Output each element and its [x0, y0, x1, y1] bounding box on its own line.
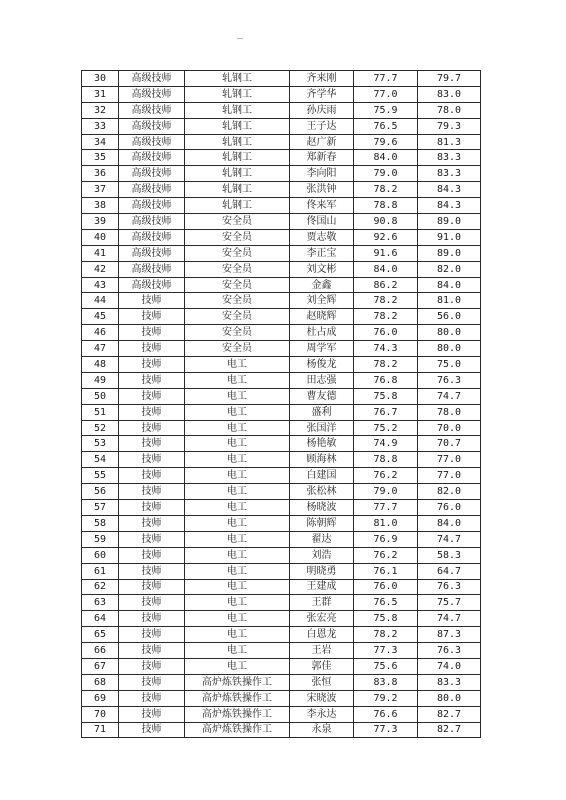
row-number-cell: 46	[82, 325, 119, 341]
table-row	[82, 372, 481, 388]
score-b-cell: 82.7	[418, 706, 481, 722]
score-b-cell: 74.7	[418, 531, 481, 547]
row-number-cell: 32	[82, 102, 119, 118]
table-row	[82, 71, 481, 87]
table-row	[82, 341, 481, 357]
job-type-cell: 安全员	[185, 277, 290, 293]
page-mark	[237, 38, 243, 39]
score-a-cell: 76.9	[354, 531, 418, 547]
skill-level-cell: 高级技师	[119, 150, 185, 166]
candidate-name-cell: 王建成	[290, 579, 354, 595]
skill-level-cell: 技师	[119, 372, 185, 388]
score-a-cell: 78.8	[354, 452, 418, 468]
job-type-cell: 高炉炼铁操作工	[185, 706, 290, 722]
row-number-cell: 48	[82, 357, 119, 373]
skill-level-cell: 技师	[119, 563, 185, 579]
skill-level-cell: 高级技师	[119, 277, 185, 293]
candidate-name-cell: 齐来刚	[290, 71, 354, 87]
row-number-cell: 53	[82, 436, 119, 452]
table-row	[82, 627, 481, 643]
score-table	[81, 70, 481, 738]
skill-level-cell: 高级技师	[119, 86, 185, 102]
score-a-cell: 81.0	[354, 515, 418, 531]
job-type-cell: 安全员	[185, 245, 290, 261]
row-number-cell: 66	[82, 643, 119, 659]
table-row	[82, 309, 481, 325]
score-a-cell: 84.0	[354, 261, 418, 277]
skill-level-cell: 技师	[119, 500, 185, 516]
table-row	[82, 595, 481, 611]
candidate-name-cell: 曹友德	[290, 388, 354, 404]
table-row	[82, 452, 481, 468]
job-type-cell: 安全员	[185, 325, 290, 341]
candidate-name-cell: 顾海林	[290, 452, 354, 468]
row-number-cell: 44	[82, 293, 119, 309]
score-a-cell: 76.0	[354, 579, 418, 595]
candidate-name-cell: 明晓勇	[290, 563, 354, 579]
score-b-cell: 87.3	[418, 627, 481, 643]
job-type-cell: 电工	[185, 452, 290, 468]
job-type-cell: 安全员	[185, 309, 290, 325]
candidate-name-cell: 佟来军	[290, 198, 354, 214]
table-row	[82, 579, 481, 595]
job-type-cell: 电工	[185, 643, 290, 659]
candidate-name-cell: 齐学华	[290, 86, 354, 102]
row-number-cell: 62	[82, 579, 119, 595]
score-b-cell: 76.3	[418, 579, 481, 595]
job-type-cell: 电工	[185, 658, 290, 674]
score-b-cell: 74.0	[418, 658, 481, 674]
score-b-cell: 79.3	[418, 118, 481, 134]
score-b-cell: 79.7	[418, 71, 481, 87]
skill-level-cell: 高级技师	[119, 182, 185, 198]
job-type-cell: 安全员	[185, 341, 290, 357]
score-b-cell: 89.0	[418, 214, 481, 230]
score-b-cell: 89.0	[418, 245, 481, 261]
table-row	[82, 484, 481, 500]
candidate-name-cell: 白恩龙	[290, 627, 354, 643]
job-type-cell: 安全员	[185, 293, 290, 309]
row-number-cell: 58	[82, 515, 119, 531]
row-number-cell: 38	[82, 198, 119, 214]
score-b-cell: 78.0	[418, 102, 481, 118]
job-type-cell: 电工	[185, 388, 290, 404]
score-a-cell: 78.2	[354, 293, 418, 309]
score-b-cell: 91.0	[418, 229, 481, 245]
table-row	[82, 86, 481, 102]
skill-level-cell: 技师	[119, 388, 185, 404]
skill-level-cell: 技师	[119, 579, 185, 595]
job-type-cell: 安全员	[185, 261, 290, 277]
job-type-cell: 电工	[185, 595, 290, 611]
skill-level-cell: 技师	[119, 531, 185, 547]
candidate-name-cell: 张松林	[290, 484, 354, 500]
candidate-name-cell: 张宏亮	[290, 611, 354, 627]
score-b-cell: 80.0	[418, 341, 481, 357]
skill-level-cell: 技师	[119, 706, 185, 722]
score-a-cell: 76.7	[354, 404, 418, 420]
score-a-cell: 76.8	[354, 372, 418, 388]
candidate-name-cell: 赵广新	[290, 134, 354, 150]
job-type-cell: 轧钢工	[185, 86, 290, 102]
score-a-cell: 78.2	[354, 357, 418, 373]
score-a-cell: 83.8	[354, 674, 418, 690]
score-a-cell: 78.2	[354, 309, 418, 325]
score-b-cell: 75.7	[418, 595, 481, 611]
score-table-body	[82, 71, 481, 738]
candidate-name-cell: 永泉	[290, 722, 354, 738]
job-type-cell: 电工	[185, 500, 290, 516]
score-a-cell: 77.7	[354, 71, 418, 87]
row-number-cell: 57	[82, 500, 119, 516]
score-b-cell: 83.3	[418, 674, 481, 690]
score-a-cell: 77.0	[354, 86, 418, 102]
candidate-name-cell: 郑新春	[290, 150, 354, 166]
table-row	[82, 166, 481, 182]
score-a-cell: 75.6	[354, 658, 418, 674]
score-b-cell: 70.0	[418, 420, 481, 436]
score-b-cell: 84.3	[418, 198, 481, 214]
skill-level-cell: 技师	[119, 325, 185, 341]
skill-level-cell: 技师	[119, 341, 185, 357]
score-b-cell: 78.0	[418, 404, 481, 420]
table-row	[82, 150, 481, 166]
candidate-name-cell: 盛利	[290, 404, 354, 420]
skill-level-cell: 技师	[119, 309, 185, 325]
candidate-name-cell: 赵晓辉	[290, 309, 354, 325]
score-b-cell: 82.0	[418, 261, 481, 277]
table-row	[82, 182, 481, 198]
score-b-cell: 83.0	[418, 86, 481, 102]
skill-level-cell: 技师	[119, 658, 185, 674]
score-a-cell: 76.5	[354, 118, 418, 134]
table-row	[82, 229, 481, 245]
candidate-name-cell: 杜占成	[290, 325, 354, 341]
job-type-cell: 轧钢工	[185, 71, 290, 87]
score-a-cell: 76.2	[354, 468, 418, 484]
score-a-cell: 76.2	[354, 547, 418, 563]
score-a-cell: 92.6	[354, 229, 418, 245]
score-a-cell: 76.1	[354, 563, 418, 579]
table-row	[82, 357, 481, 373]
score-b-cell: 76.0	[418, 500, 481, 516]
score-b-cell: 82.0	[418, 484, 481, 500]
row-number-cell: 33	[82, 118, 119, 134]
score-b-cell: 81.3	[418, 134, 481, 150]
row-number-cell: 52	[82, 420, 119, 436]
job-type-cell: 电工	[185, 372, 290, 388]
candidate-name-cell: 贾志敬	[290, 229, 354, 245]
table-row	[82, 134, 481, 150]
candidate-name-cell: 田志强	[290, 372, 354, 388]
skill-level-cell: 高级技师	[119, 118, 185, 134]
row-number-cell: 63	[82, 595, 119, 611]
candidate-name-cell: 王群	[290, 595, 354, 611]
table-row	[82, 420, 481, 436]
skill-level-cell: 技师	[119, 293, 185, 309]
score-b-cell: 84.0	[418, 277, 481, 293]
score-a-cell: 79.0	[354, 166, 418, 182]
score-a-cell: 78.2	[354, 627, 418, 643]
score-a-cell: 79.2	[354, 690, 418, 706]
row-number-cell: 54	[82, 452, 119, 468]
score-b-cell: 80.0	[418, 325, 481, 341]
table-row	[82, 198, 481, 214]
job-type-cell: 电工	[185, 579, 290, 595]
job-type-cell: 轧钢工	[185, 134, 290, 150]
candidate-name-cell: 刘浩	[290, 547, 354, 563]
job-type-cell: 高炉炼铁操作工	[185, 690, 290, 706]
skill-level-cell: 技师	[119, 722, 185, 738]
skill-level-cell: 高级技师	[119, 214, 185, 230]
row-number-cell: 60	[82, 547, 119, 563]
row-number-cell: 59	[82, 531, 119, 547]
job-type-cell: 电工	[185, 531, 290, 547]
skill-level-cell: 技师	[119, 690, 185, 706]
score-a-cell: 91.6	[354, 245, 418, 261]
candidate-name-cell: 张国洋	[290, 420, 354, 436]
score-b-cell: 84.0	[418, 515, 481, 531]
candidate-name-cell: 李正宝	[290, 245, 354, 261]
skill-level-cell: 技师	[119, 404, 185, 420]
candidate-name-cell: 金鑫	[290, 277, 354, 293]
table-row	[82, 658, 481, 674]
row-number-cell: 50	[82, 388, 119, 404]
table-row	[82, 293, 481, 309]
skill-level-cell: 技师	[119, 674, 185, 690]
table-row	[82, 468, 481, 484]
skill-level-cell: 高级技师	[119, 245, 185, 261]
row-number-cell: 35	[82, 150, 119, 166]
table-row	[82, 500, 481, 516]
table-row	[82, 706, 481, 722]
row-number-cell: 67	[82, 658, 119, 674]
table-row	[82, 547, 481, 563]
row-number-cell: 41	[82, 245, 119, 261]
score-b-cell: 77.0	[418, 468, 481, 484]
row-number-cell: 45	[82, 309, 119, 325]
score-a-cell: 76.6	[354, 706, 418, 722]
table-row	[82, 531, 481, 547]
score-a-cell: 74.9	[354, 436, 418, 452]
candidate-name-cell: 杨晓波	[290, 500, 354, 516]
score-b-cell: 82.7	[418, 722, 481, 738]
row-number-cell: 42	[82, 261, 119, 277]
candidate-name-cell: 杨俊龙	[290, 357, 354, 373]
job-type-cell: 轧钢工	[185, 166, 290, 182]
row-number-cell: 51	[82, 404, 119, 420]
score-a-cell: 75.9	[354, 102, 418, 118]
candidate-name-cell: 佟国山	[290, 214, 354, 230]
table-row	[82, 102, 481, 118]
job-type-cell: 轧钢工	[185, 198, 290, 214]
job-type-cell: 轧钢工	[185, 118, 290, 134]
skill-level-cell: 高级技师	[119, 229, 185, 245]
candidate-name-cell: 孙庆雨	[290, 102, 354, 118]
score-a-cell: 90.8	[354, 214, 418, 230]
skill-level-cell: 技师	[119, 484, 185, 500]
table-row	[82, 611, 481, 627]
candidate-name-cell: 王子达	[290, 118, 354, 134]
row-number-cell: 56	[82, 484, 119, 500]
row-number-cell: 68	[82, 674, 119, 690]
candidate-name-cell: 王岩	[290, 643, 354, 659]
skill-level-cell: 技师	[119, 643, 185, 659]
score-b-cell: 83.3	[418, 150, 481, 166]
candidate-name-cell: 杨艳敏	[290, 436, 354, 452]
row-number-cell: 69	[82, 690, 119, 706]
candidate-name-cell: 郭佳	[290, 658, 354, 674]
job-type-cell: 电工	[185, 420, 290, 436]
candidate-name-cell: 张洪钟	[290, 182, 354, 198]
score-a-cell: 77.3	[354, 722, 418, 738]
row-number-cell: 65	[82, 627, 119, 643]
row-number-cell: 64	[82, 611, 119, 627]
table-row	[82, 118, 481, 134]
table-row	[82, 404, 481, 420]
row-number-cell: 47	[82, 341, 119, 357]
job-type-cell: 电工	[185, 515, 290, 531]
table-row	[82, 722, 481, 738]
row-number-cell: 34	[82, 134, 119, 150]
score-a-cell: 74.3	[354, 341, 418, 357]
job-type-cell: 安全员	[185, 229, 290, 245]
score-b-cell: 74.7	[418, 388, 481, 404]
table-row	[82, 388, 481, 404]
row-number-cell: 40	[82, 229, 119, 245]
skill-level-cell: 高级技师	[119, 198, 185, 214]
score-a-cell: 77.7	[354, 500, 418, 516]
score-a-cell: 77.3	[354, 643, 418, 659]
job-type-cell: 高炉炼铁操作工	[185, 722, 290, 738]
score-a-cell: 75.2	[354, 420, 418, 436]
skill-level-cell: 技师	[119, 627, 185, 643]
score-a-cell: 79.0	[354, 484, 418, 500]
skill-level-cell: 高级技师	[119, 102, 185, 118]
table-row	[82, 515, 481, 531]
score-b-cell: 75.0	[418, 357, 481, 373]
score-a-cell: 78.2	[354, 182, 418, 198]
score-a-cell: 84.0	[354, 150, 418, 166]
job-type-cell: 高炉炼铁操作工	[185, 674, 290, 690]
table-row	[82, 325, 481, 341]
table-row	[82, 436, 481, 452]
candidate-name-cell: 陈朝辉	[290, 515, 354, 531]
skill-level-cell: 技师	[119, 468, 185, 484]
skill-level-cell: 技师	[119, 611, 185, 627]
skill-level-cell: 高级技师	[119, 166, 185, 182]
score-b-cell: 76.3	[418, 643, 481, 659]
row-number-cell: 36	[82, 166, 119, 182]
skill-level-cell: 高级技师	[119, 134, 185, 150]
table-row	[82, 690, 481, 706]
score-b-cell: 70.7	[418, 436, 481, 452]
score-a-cell: 86.2	[354, 277, 418, 293]
candidate-name-cell: 李向阳	[290, 166, 354, 182]
job-type-cell: 电工	[185, 563, 290, 579]
job-type-cell: 电工	[185, 627, 290, 643]
table-row	[82, 277, 481, 293]
skill-level-cell: 技师	[119, 595, 185, 611]
row-number-cell: 43	[82, 277, 119, 293]
job-type-cell: 电工	[185, 468, 290, 484]
score-b-cell: 83.3	[418, 166, 481, 182]
job-type-cell: 电工	[185, 404, 290, 420]
skill-level-cell: 技师	[119, 357, 185, 373]
score-b-cell: 76.3	[418, 372, 481, 388]
job-type-cell: 电工	[185, 484, 290, 500]
score-b-cell: 64.7	[418, 563, 481, 579]
score-b-cell: 58.3	[418, 547, 481, 563]
candidate-name-cell: 翟达	[290, 531, 354, 547]
candidate-name-cell: 白建国	[290, 468, 354, 484]
job-type-cell: 轧钢工	[185, 150, 290, 166]
skill-level-cell: 技师	[119, 452, 185, 468]
job-type-cell: 轧钢工	[185, 182, 290, 198]
row-number-cell: 39	[82, 214, 119, 230]
score-b-cell: 81.0	[418, 293, 481, 309]
job-type-cell: 轧钢工	[185, 102, 290, 118]
score-b-cell: 77.0	[418, 452, 481, 468]
skill-level-cell: 技师	[119, 515, 185, 531]
skill-level-cell: 技师	[119, 547, 185, 563]
row-number-cell: 30	[82, 71, 119, 87]
score-b-cell: 80.0	[418, 690, 481, 706]
job-type-cell: 电工	[185, 547, 290, 563]
skill-level-cell: 技师	[119, 420, 185, 436]
candidate-name-cell: 刘全辉	[290, 293, 354, 309]
table-row	[82, 245, 481, 261]
table-row	[82, 261, 481, 277]
row-number-cell: 37	[82, 182, 119, 198]
skill-level-cell: 高级技师	[119, 261, 185, 277]
job-type-cell: 电工	[185, 611, 290, 627]
candidate-name-cell: 刘文彬	[290, 261, 354, 277]
score-a-cell: 78.8	[354, 198, 418, 214]
table-row	[82, 214, 481, 230]
score-a-cell: 75.8	[354, 611, 418, 627]
table-row	[82, 563, 481, 579]
candidate-name-cell: 李永达	[290, 706, 354, 722]
row-number-cell: 70	[82, 706, 119, 722]
candidate-name-cell: 张恒	[290, 674, 354, 690]
row-number-cell: 55	[82, 468, 119, 484]
score-a-cell: 76.5	[354, 595, 418, 611]
candidate-name-cell: 周学军	[290, 341, 354, 357]
score-b-cell: 84.3	[418, 182, 481, 198]
table-row	[82, 643, 481, 659]
skill-level-cell: 高级技师	[119, 71, 185, 87]
score-a-cell: 76.0	[354, 325, 418, 341]
score-b-cell: 56.0	[418, 309, 481, 325]
table-row	[82, 674, 481, 690]
score-a-cell: 75.8	[354, 388, 418, 404]
score-a-cell: 79.6	[354, 134, 418, 150]
score-b-cell: 74.7	[418, 611, 481, 627]
job-type-cell: 安全员	[185, 214, 290, 230]
row-number-cell: 61	[82, 563, 119, 579]
row-number-cell: 71	[82, 722, 119, 738]
skill-level-cell: 技师	[119, 436, 185, 452]
job-type-cell: 电工	[185, 436, 290, 452]
job-type-cell: 电工	[185, 357, 290, 373]
row-number-cell: 31	[82, 86, 119, 102]
candidate-name-cell: 宋晓波	[290, 690, 354, 706]
row-number-cell: 49	[82, 372, 119, 388]
